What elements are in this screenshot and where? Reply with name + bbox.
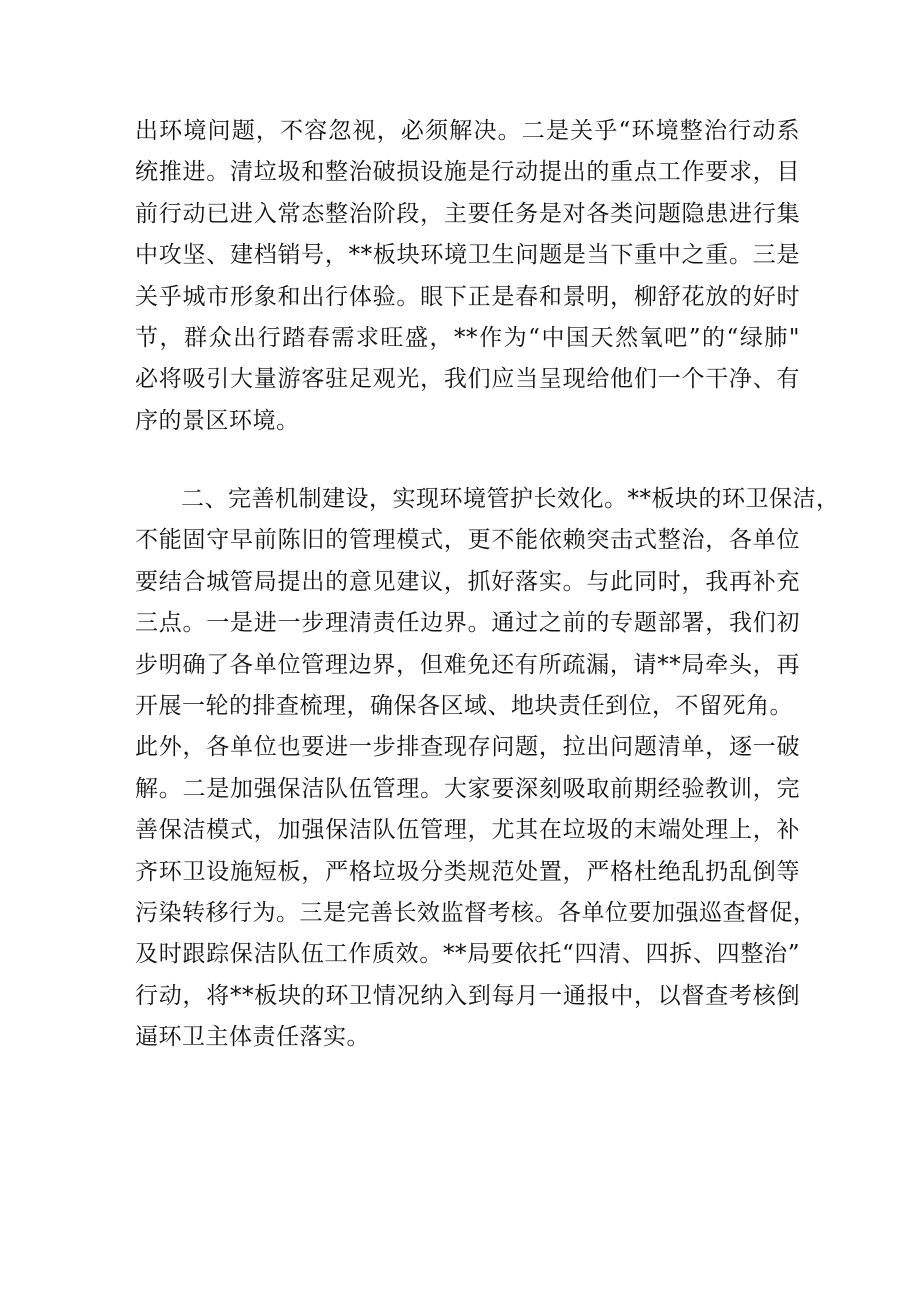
paragraph-1 bbox=[135, 111, 800, 442]
paragraph-2-line: 此外，各单位也要进一步排查现存问题，拉出问题清单，逐一破 bbox=[135, 734, 800, 761]
paragraph-2-line: 齐环卫设施短板，严格垃圾分类规范处置，严格杜绝乱扔乱倒等 bbox=[135, 858, 800, 885]
paragraph-2-line: 三点。一是进一步理清责任边界。通过之前的专题部署，我们初 bbox=[135, 610, 800, 637]
paragraph-2-line: 行动，将**板块的环卫情况纳入到每月一通报中，以督查考核倒 bbox=[135, 982, 800, 1009]
paragraph-1-line: 节，群众出行踏春需求旺盛，**作为“中国天然氧吧”的“绿肺" bbox=[135, 324, 800, 351]
paragraph-2-line: 污染转移行为。三是完善长效监督考核。各单位要加强巡查督促， bbox=[135, 899, 817, 926]
paragraph-2-line: 步明确了各单位管理边界，但难免还有所疏漏，请**局牵头，再 bbox=[135, 651, 800, 678]
paragraph-1-line: 关乎城市形象和出行体验。眼下正是春和景明，柳舒花放的好时 bbox=[135, 283, 800, 310]
paragraph-2-line: 逼环卫主体责任落实。 bbox=[135, 1024, 370, 1051]
paragraph-1-line: 出环境问题，不容忽视，必须解决。二是关乎“环境整治行动系 bbox=[135, 118, 800, 144]
paragraph-1-line: 中攻坚、建档销号，**板块环境卫生问题是当下重中之重。三是 bbox=[135, 242, 800, 269]
paragraph-2-line: 开展一轮的排查梳理，确保各区域、地块责任到位，不留死角。 bbox=[135, 692, 793, 719]
paragraph-2-line: 解。二是加强保洁队伍管理。大家要深刻吸取前期经验教训，完 bbox=[135, 775, 800, 802]
paragraph-1-line: 必将吸引大量游客驻足观光，我们应当呈现给他们一个干净、有 bbox=[135, 366, 800, 393]
paragraph-2-line: 善保洁模式，加强保洁队伍管理，尤其在垃圾的末端处理上，补 bbox=[135, 817, 800, 844]
paragraph-2-line: 要结合城管局提出的意见建议，抓好落实。与此同时，我再补充 bbox=[135, 568, 800, 595]
paragraph-1-line: 序的景区环境。 bbox=[135, 407, 300, 434]
paragraph-1-line: 前行动已进入常态整治阶段，主要任务是对各类问题隐患进行集 bbox=[135, 200, 800, 227]
paragraph-1-line: 统推进。清垃圾和整治破损设施是行动提出的重点工作要求，目 bbox=[135, 159, 800, 186]
paragraph-2-line: 及时跟踪保洁队伍工作质效。**局要依托“四清、四拆、四整治” bbox=[135, 941, 800, 968]
paragraph-2 bbox=[135, 479, 840, 1058]
paragraph-2-line: 二、完善机制建设，实现环境管护长效化。**板块的环卫保洁， bbox=[181, 486, 840, 512]
paragraph-2-line: 不能固守早前陈旧的管理模式，更不能依赖突击式整治，各单位 bbox=[135, 527, 800, 554]
